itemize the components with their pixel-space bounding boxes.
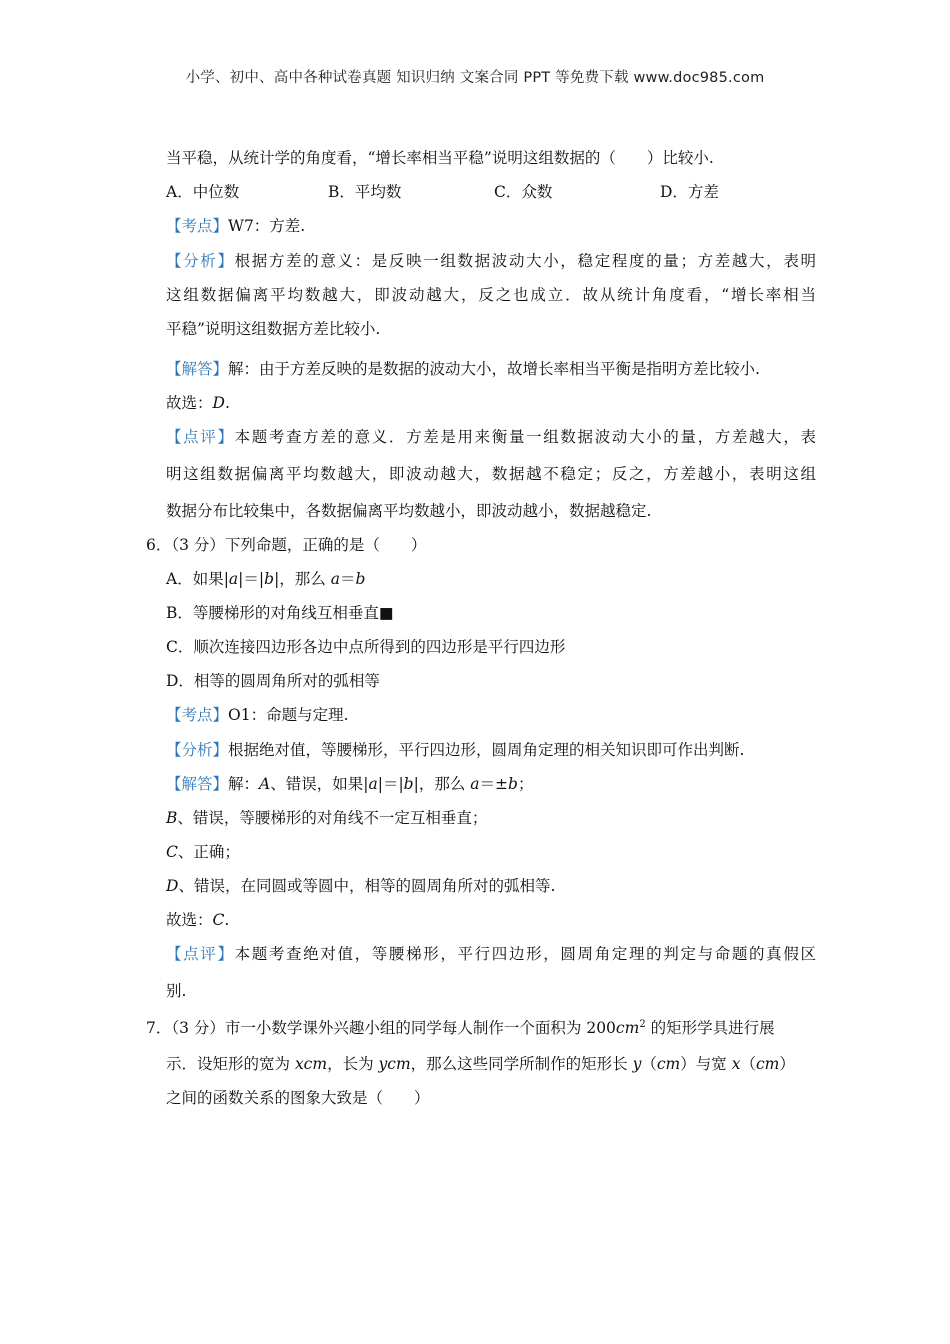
q7-stem-line-3: 之间的函数关系的图象大致是（ ） <box>166 1089 430 1107</box>
dianping-text: 本题考查绝对值，等腰梯形，平行四边形，圆周角定理的判定与命题的真假区 <box>234 945 816 963</box>
q5-answer: 故选：D. <box>166 394 230 412</box>
q5-dianping-line-3: 数据分布比较集中，各数据偏离平均数越小，即波动越小，数据越稳定. <box>166 502 652 520</box>
answer-value: D <box>212 394 225 412</box>
q5-fenxi-line-1 <box>166 250 816 272</box>
dianping-tag: 【点评】 <box>166 945 235 963</box>
q6-dianping-line-1 <box>166 943 816 965</box>
q6-option-c: C．顺次连接四边形各边中点所得到的四边形是平行四边形 <box>166 638 566 656</box>
q5-jieda <box>166 358 816 380</box>
q6-stem: 6．（3 分）下列命题，正确的是（ ） <box>146 536 427 554</box>
answer-value: C <box>212 911 225 929</box>
q6-dianping-line-2: 别. <box>166 982 187 1000</box>
q5-fenxi-line-2: 这组数据偏离平均数越大，即波动越大，反之也成立．故从统计角度看，“增长率相当 <box>166 286 816 304</box>
fenxi-tag: 【分析】 <box>166 741 229 759</box>
q5-dianping-line-1 <box>166 426 816 448</box>
q5-option-b: B．平均数 <box>328 183 402 201</box>
q7-stem-line-2: 示．设矩形的宽为 xcm，长为 ycm，那么这些同学所制作的矩形长 y（cm）与宽 x（cm） <box>166 1055 795 1073</box>
q5-stem: 当平稳，从统计学的角度看，“增长率相当平稳”说明这组数据的（ ）比较小. <box>166 149 714 167</box>
kaodian-text: W7：方差. <box>228 217 306 235</box>
jieda-tag: 【解答】 <box>166 360 229 378</box>
q6-answer: 故选：C. <box>166 911 230 929</box>
fenxi-text: 根据绝对值，等腰梯形，平行四边形，圆周角定理的相关知识即可作出判断. <box>228 741 745 759</box>
q6-jieda-c: C、正确； <box>166 843 240 861</box>
q7-stem-line-1: 7．（3 分）市一小数学课外兴趣小组的同学每人制作一个面积为 $200cm^2$ 的矩形学具进行展 <box>146 1018 775 1037</box>
q6-fenxi <box>166 739 816 761</box>
q5-kaodian <box>166 215 816 237</box>
fenxi-text: 根据方差的意义：是反映一组数据波动大小，稳定程度的量；方差越大，表明 <box>234 252 816 270</box>
q6-jieda-b: B、错误，等腰梯形的对角线不一定互相垂直； <box>166 809 488 827</box>
answer-label: 故选： <box>166 394 213 412</box>
q6-jieda-a: 【解答】解：A、错误，如果|a|＝|b|，那么 a＝±b； <box>166 775 534 793</box>
answer-label: 故选： <box>166 911 213 929</box>
q6-option-d: D．相等的圆周角所对的弧相等 <box>166 672 380 690</box>
kaodian-tag: 【考点】 <box>166 217 229 235</box>
q5-option-a: A．中位数 <box>166 183 240 201</box>
q6-option-b: B．等腰梯形的对角线互相垂直■ <box>166 604 394 622</box>
fenxi-tag: 【分析】 <box>166 252 235 270</box>
dianping-text: 本题考查方差的意义．方差是用来衡量一组数据波动大小的量，方差越大，表 <box>234 428 816 446</box>
q6-jieda-d: D、错误，在同圆或等圆中，相等的圆周角所对的弧相等. <box>166 877 556 895</box>
page-header: 小学、初中、高中各种试卷真题 知识归纳 文案合同 PPT 等免费下载 www.doc985.com <box>185 70 765 86</box>
kaodian-tag: 【考点】 <box>166 706 229 724</box>
dianping-tag: 【点评】 <box>166 428 235 446</box>
q6-option-a: A．如果|a|＝|b|，那么 a＝b <box>166 570 366 588</box>
kaodian-text: O1：命题与定理. <box>228 706 349 724</box>
q5-option-d: D．方差 <box>660 183 719 201</box>
jieda-tag: 【解答】 <box>166 775 229 793</box>
q5-dianping-line-2: 明这组数据偏离平均数越大，即波动越大，数据越不稳定；反之，方差越小，表明这组 <box>166 465 816 483</box>
q6-kaodian <box>166 704 816 726</box>
q5-option-c: C．众数 <box>494 183 553 201</box>
q5-fenxi-line-3: 平稳”说明这组数据方差比较小. <box>166 320 381 338</box>
jieda-text: 解：由于方差反映的是数据的波动大小，故增长率相当平衡是指明方差比较小. <box>228 360 760 378</box>
